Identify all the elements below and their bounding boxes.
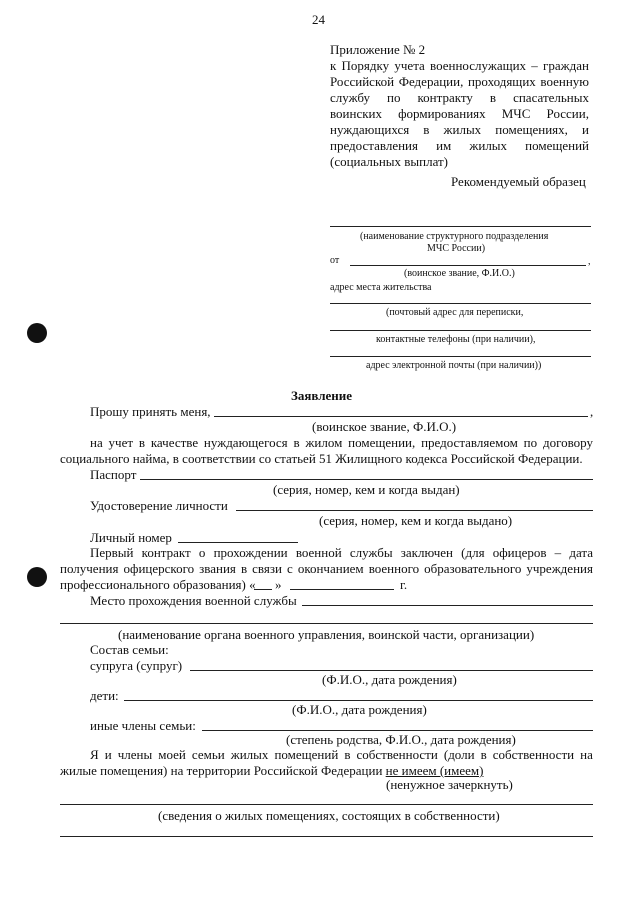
contract-line-3-b: » bbox=[275, 577, 282, 592]
body-line-1 bbox=[90, 435, 593, 451]
word: формированиях bbox=[398, 106, 486, 121]
postal-caption: (почтовый адрес для переписки, bbox=[386, 307, 524, 318]
word: граждан bbox=[543, 58, 589, 73]
word: проходящих bbox=[467, 74, 536, 89]
word: нуждающихся bbox=[330, 122, 410, 137]
id-label: Удостоверение личности bbox=[90, 498, 228, 513]
word: (для bbox=[461, 545, 485, 560]
word: военной bbox=[295, 545, 342, 560]
word: им bbox=[436, 138, 452, 153]
word: военную bbox=[540, 74, 589, 89]
strike-caption: (ненужное зачеркнуть) bbox=[386, 777, 513, 792]
residence-line[interactable] bbox=[330, 303, 591, 304]
page-number: 24 bbox=[312, 12, 325, 27]
word: договору bbox=[542, 435, 593, 450]
request-line[interactable] bbox=[214, 416, 588, 417]
binder-hole-bottom bbox=[27, 567, 47, 587]
spouse-line[interactable] bbox=[190, 670, 593, 671]
word: к bbox=[330, 58, 337, 73]
id-line[interactable] bbox=[236, 510, 593, 511]
word: жилых bbox=[230, 747, 269, 762]
service-caption: (наименование органа военного управления, воинской части, организации) bbox=[118, 627, 535, 642]
phones-caption: контактные телефоны (при наличии), bbox=[376, 334, 536, 345]
passport-line[interactable] bbox=[140, 479, 593, 480]
word: окончанием bbox=[297, 561, 364, 576]
id-caption: (серия, номер, кем и когда выдано) bbox=[319, 513, 513, 528]
word: члены bbox=[117, 747, 153, 762]
word: собственности bbox=[492, 747, 575, 762]
contract-day-line[interactable] bbox=[254, 589, 272, 590]
word: заключен bbox=[400, 545, 453, 560]
from-label: от bbox=[330, 255, 340, 266]
appendix-line bbox=[330, 90, 589, 106]
word: в bbox=[423, 122, 430, 137]
word: жилых bbox=[443, 122, 482, 137]
word: моей bbox=[158, 747, 186, 762]
word: в bbox=[293, 435, 300, 450]
children-label: дети: bbox=[90, 688, 119, 703]
contract-month-line[interactable] bbox=[290, 589, 394, 590]
property-details-line[interactable] bbox=[60, 804, 593, 805]
appendix-text bbox=[330, 58, 589, 170]
word: прохождении bbox=[213, 545, 288, 560]
word: связи bbox=[252, 561, 282, 576]
residence-label: адрес места жительства bbox=[330, 282, 432, 293]
word: и bbox=[104, 747, 112, 762]
word: образовательного bbox=[424, 561, 522, 576]
binder-hole-top bbox=[27, 323, 47, 343]
request-label: Прошу принять меня, bbox=[90, 404, 211, 419]
service-place-line-2[interactable] bbox=[60, 623, 593, 624]
others-label: иные члены семьи: bbox=[90, 718, 196, 733]
word: о bbox=[198, 545, 206, 560]
word: Порядку bbox=[341, 58, 390, 73]
phones-line[interactable] bbox=[330, 330, 591, 331]
word: в bbox=[489, 90, 497, 105]
word: нуждающегося bbox=[203, 435, 288, 450]
word: Я bbox=[90, 747, 99, 762]
word: Федерации, bbox=[398, 74, 464, 89]
word: дата bbox=[569, 545, 593, 560]
word: помещениях, bbox=[495, 122, 568, 137]
word: по bbox=[523, 435, 538, 450]
body-line-2: социального найма, в соответствии со статьей 51 Жилищного кодекса Российской Федерации. bbox=[60, 451, 583, 466]
word: на bbox=[580, 747, 593, 762]
spouse-label: супруга (супруг) bbox=[90, 658, 183, 673]
word: – bbox=[554, 545, 562, 560]
word: контракту bbox=[417, 90, 473, 105]
others-line[interactable] bbox=[202, 730, 593, 731]
word: офицерского bbox=[123, 561, 195, 576]
from-line[interactable] bbox=[350, 265, 586, 266]
word: в bbox=[240, 561, 248, 576]
appendix-line bbox=[330, 58, 589, 74]
word: России, bbox=[546, 106, 589, 121]
word: помещений bbox=[525, 138, 589, 153]
word: МЧС bbox=[501, 106, 531, 121]
word: учет bbox=[108, 435, 134, 450]
word: военного bbox=[368, 561, 420, 576]
property-details-line-2[interactable] bbox=[60, 836, 593, 837]
service-place-line[interactable] bbox=[302, 605, 593, 606]
children-caption: (Ф.И.О., дата рождения) bbox=[292, 702, 427, 717]
word: жилых bbox=[469, 138, 508, 153]
word: офицеров bbox=[492, 545, 547, 560]
word: в bbox=[480, 747, 487, 762]
word: учреждения bbox=[526, 561, 593, 576]
word: на bbox=[90, 435, 103, 450]
unit-caption-2: МЧС России) bbox=[427, 243, 486, 254]
property-line-1 bbox=[90, 747, 593, 763]
word: получения bbox=[60, 561, 119, 576]
word: службы bbox=[349, 545, 393, 560]
property-caption: (сведения о жилых помещениях, состоящих в собственности) bbox=[158, 808, 500, 823]
spouse-caption: (Ф.И.О., дата рождения) bbox=[322, 672, 457, 687]
personal-number-label: Личный номер bbox=[90, 530, 172, 545]
contract-line-1 bbox=[90, 545, 593, 561]
word: семьи bbox=[191, 747, 225, 762]
email-caption: адрес электронной почты (при наличии)) bbox=[366, 360, 542, 371]
word: и bbox=[581, 122, 589, 137]
children-line[interactable] bbox=[124, 700, 593, 701]
passport-label: Паспорт bbox=[90, 467, 137, 482]
property-line-2-text: жилые помещения) на территории Российской Федерации bbox=[60, 763, 386, 778]
contract-line-3-a: профессионального образования) « bbox=[60, 577, 256, 592]
word: звания bbox=[199, 561, 236, 576]
family-label: Состав семьи: bbox=[90, 642, 169, 657]
unit-caption-1: (наименование структурного подразделения bbox=[360, 231, 549, 242]
word: – bbox=[531, 58, 538, 73]
word: собственности bbox=[356, 747, 438, 762]
appendix-line bbox=[330, 122, 589, 138]
word: качестве bbox=[150, 435, 199, 450]
word: контракт bbox=[141, 545, 191, 560]
word: с bbox=[286, 561, 293, 576]
appendix-line bbox=[330, 74, 589, 90]
word: предоставляемом bbox=[421, 435, 518, 450]
appendix-last-line: (социальных выплат) bbox=[330, 154, 449, 169]
word: спасательных bbox=[513, 90, 589, 105]
word: Российской bbox=[330, 74, 395, 89]
appendix-title: Приложение № 2 bbox=[330, 42, 426, 57]
unit-name-line[interactable] bbox=[330, 226, 591, 227]
passport-caption: (серия, номер, кем и когда выдан) bbox=[273, 482, 460, 497]
contract-year-label: г. bbox=[400, 577, 408, 592]
personal-number-line[interactable] bbox=[178, 542, 298, 543]
word: жилом bbox=[305, 435, 343, 450]
word: Первый bbox=[90, 545, 134, 560]
word: воинских bbox=[330, 106, 383, 121]
request-rank-caption: (воинское звание, Ф.И.О.) bbox=[312, 419, 457, 434]
service-place-label: Место прохождения военной службы bbox=[90, 593, 297, 608]
appendix-line bbox=[330, 106, 589, 122]
word: в bbox=[344, 747, 351, 762]
word: предоставления bbox=[330, 138, 418, 153]
others-caption: (степень родства, Ф.И.О., дата рождения) bbox=[286, 732, 516, 747]
property-choice[interactable]: не имеем (имеем) bbox=[385, 763, 484, 778]
email-line[interactable] bbox=[330, 356, 591, 357]
word: помещений bbox=[274, 747, 339, 762]
appendix-line bbox=[330, 138, 589, 154]
word: службу bbox=[330, 90, 371, 105]
recommended-sample: Рекомендуемый образец bbox=[451, 174, 586, 189]
statement-title: Заявление bbox=[291, 388, 353, 403]
word: в bbox=[138, 435, 145, 450]
request-comma: , bbox=[590, 404, 594, 419]
word: (доли bbox=[443, 747, 475, 762]
word: учета bbox=[394, 58, 425, 73]
from-comma: , bbox=[588, 256, 591, 267]
word: военнослужащих bbox=[430, 58, 527, 73]
contract-line-2 bbox=[60, 561, 593, 577]
word: помещении, bbox=[348, 435, 416, 450]
word: по bbox=[387, 90, 401, 105]
from-rank-caption: (воинское звание, Ф.И.О.) bbox=[404, 268, 515, 279]
